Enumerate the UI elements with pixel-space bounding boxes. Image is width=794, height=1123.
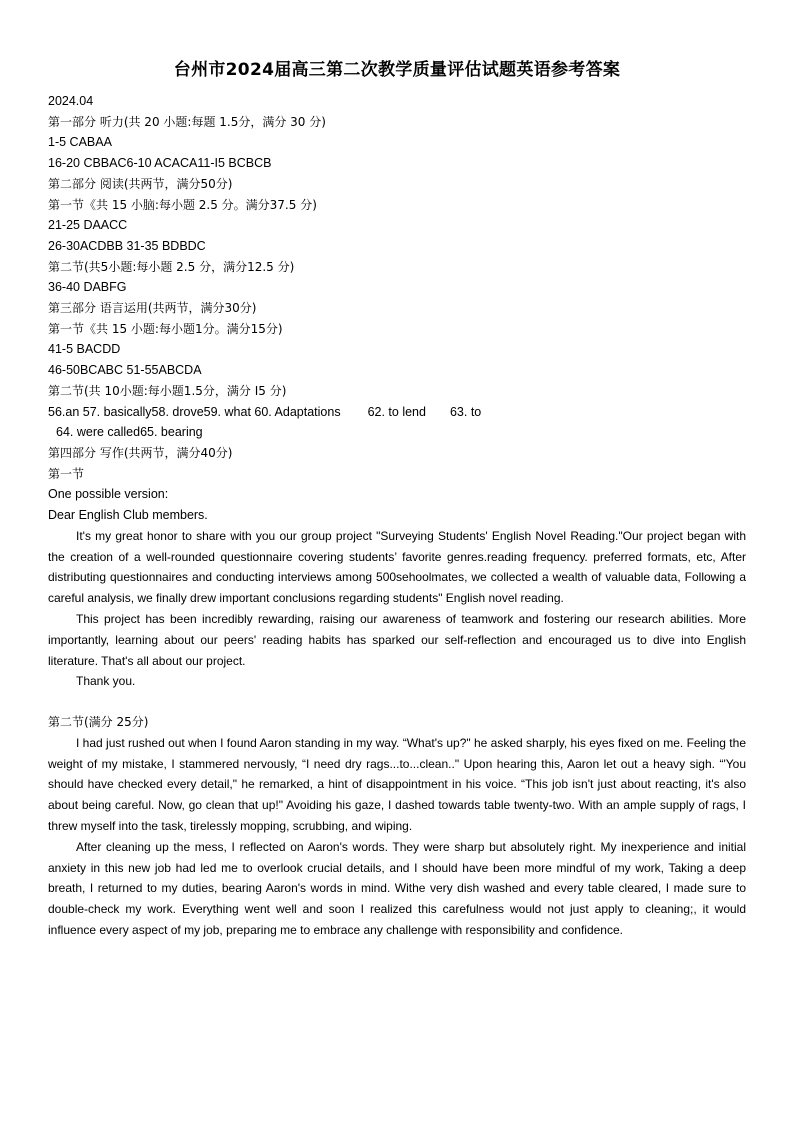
part2-section1-answers-1: 21-25 DAACC bbox=[48, 218, 128, 233]
story-paragraph-2: After cleaning up the mess, I reflected on Aaron's words. They were sharp but absolutely right. My inexperience and initial anxiety in this new job had led me to overlook crucial details, and I should have been more mindful of my work, Taking a deep breath, I returned to my duties, bearing Aaron's words in mind. Withe very dish washed and every table cleared, I made sure to double-check my work. Everything went well and soon I realized this carefulness would not just apply to cleaning;, it would influence every aspect of my job, preparing me to embrace any challenge with responsibility and confidence. bbox=[48, 839, 746, 938]
part3-heading: 第三部分 语言运用(共两节，满分30分) bbox=[48, 301, 257, 316]
date-line: 2024.04 bbox=[48, 94, 94, 108]
part1-answers-1: 1-5 CABAA bbox=[48, 135, 112, 150]
part3-section1-answers-2: 46-50BCABC 51-55ABCDA bbox=[48, 363, 202, 378]
part1-answers-2: 16-20 CBBAC6-10 ACACA11-I5 BCBCB bbox=[48, 156, 272, 171]
section-spacer bbox=[48, 692, 746, 712]
part3-section1-heading: 第一节《共 15 小题:每小题1分。满分15分) bbox=[48, 321, 283, 336]
part4-section2-heading: 第二节(满分 25分) bbox=[48, 715, 149, 730]
document-title: 台州市2024届高三第二次教学质量评估试题英语参考答案 bbox=[173, 60, 621, 80]
part2-section2-heading: 第二节(共5小题:每小题 2.5 分，满分12.5 分) bbox=[48, 259, 295, 274]
answer-document bbox=[48, 57, 746, 941]
part2-heading: 第二部分 阅读(共两节，满分50分) bbox=[48, 176, 233, 191]
fill-blank-answers-c: 63. to bbox=[449, 404, 482, 419]
story-paragraph-1: I had just rushed out when I found Aaron standing in my way. “What's up?" he asked sharply, his eyes fixed on me. Feeling the weight of my mistake, I stammered nervously, “I need dry rags...to...clean.." Upon hearing this, Aaron let out a heavy sigh. “'You should have checked every detail," he remarked, a hint of disappointment in his voice. “This job isn't just about reacting, it's also about being careful. Now, go clean that up!" Avoiding his gaze, I dashed towards table twenty-two. With an ample supply of rags, I threw myself into the task, tirelessly mopping, scrubbing, and wiping. bbox=[48, 735, 746, 834]
fill-blank-answers-a: 56.an 57. basically58. drove59. what 60. Adaptations bbox=[48, 404, 341, 419]
version-label: One possible version: bbox=[48, 487, 169, 502]
fill-blank-answers-b: 62. to lend bbox=[367, 404, 426, 419]
letter-paragraph-2: This project has been incredibly rewarding, raising our awareness of teamwork and fostering our research abilities. More importantly, learning about our peers' reading habits has sparked our self-reflection and encouraged us to dive into English literature. That's all about our project. bbox=[48, 611, 746, 668]
part3-section1-answers-1: 41-5 BACDD bbox=[48, 342, 121, 357]
part4-heading: 第四部分 写作(共两节，满分40分) bbox=[48, 445, 233, 460]
fill-blank-answers-row bbox=[48, 402, 746, 423]
part2-section1-answers-2: 26-30ACDBB 31-35 BDBDC bbox=[48, 238, 206, 253]
part4-section1-heading: 第一节 bbox=[48, 466, 85, 481]
part3-section2-heading: 第二节(共 10小题:每小题1.5分，满分 I5 分) bbox=[48, 383, 287, 398]
part2-section1-heading: 第一节《共 15 小脑:每小题 2.5 分。满分37.5 分) bbox=[48, 197, 317, 212]
letter-paragraph-1: It's my great honor to share with you our group project "Surveying Students' English Novel Reading."Our project began with the creation of a well-rounded questionnaire covering students’ favorite genres.reading frequency. preferred formats, etc, After distributing questionnaires and conducting interviews among 500sehoolmates, we collected a wealth of valuable data, Following a careful analysis, we finally drew important conclusions regarding students" English novel reading. bbox=[48, 528, 746, 606]
fill-blank-answers-d: 64. were called65. bearing bbox=[56, 425, 203, 440]
letter-closing: Thank you. bbox=[76, 674, 136, 689]
letter-salutation: Dear English Club members. bbox=[48, 508, 208, 523]
part2-section2-answers: 36-40 DABFG bbox=[48, 280, 127, 295]
part1-heading: 第一部分 听力(共 20 小题:每题 1.5分，满分 30 分) bbox=[48, 114, 326, 129]
